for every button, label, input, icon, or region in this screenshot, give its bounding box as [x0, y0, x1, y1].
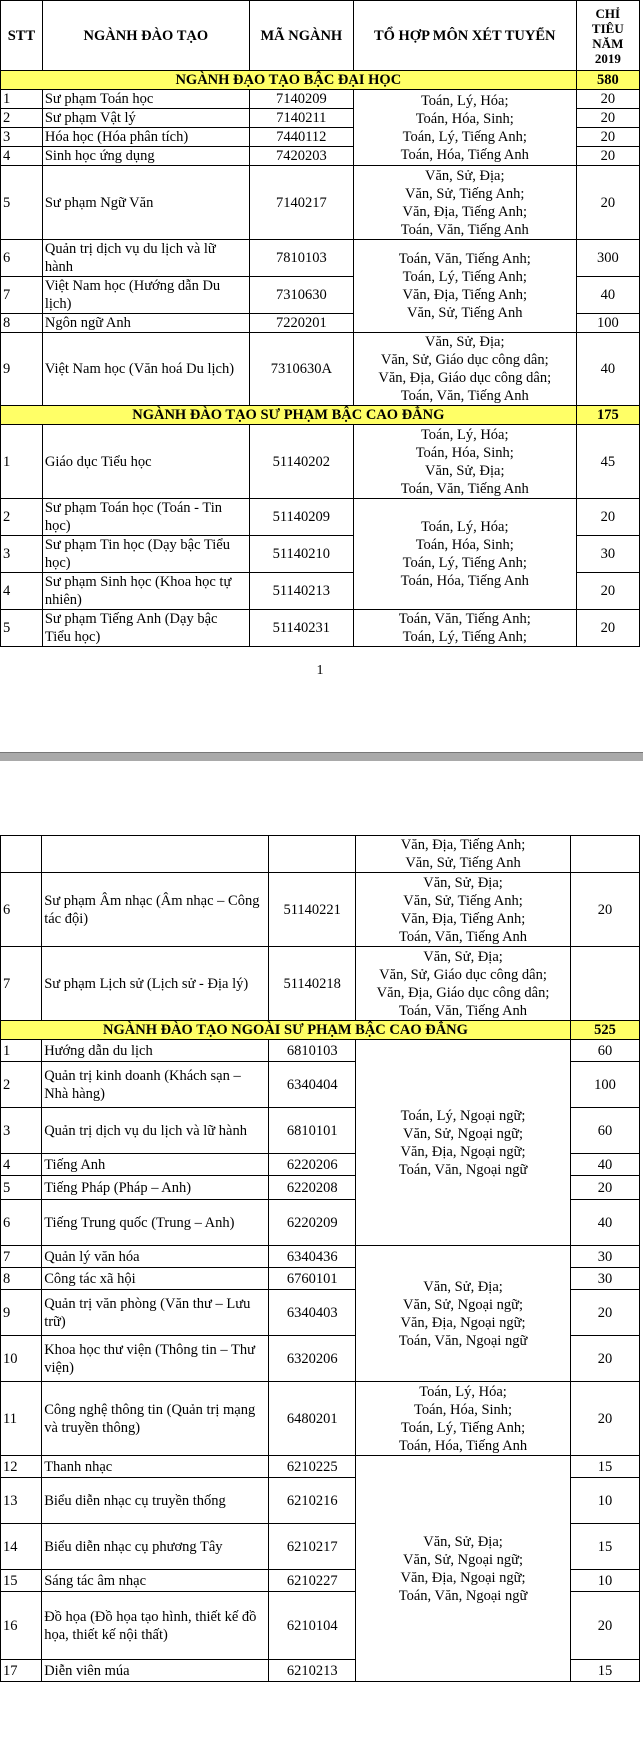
row-stt: 7: [1, 277, 43, 314]
subject-line: Văn, Địa, Giáo dục công dân;: [376, 984, 550, 1001]
row-quota: 15: [570, 1660, 639, 1682]
row-name: Quản trị dịch vụ du lịch và lữ hành: [42, 1108, 269, 1154]
table-row: [1, 333, 640, 406]
row-stt: 7: [1, 1246, 42, 1268]
row-name: Biểu diễn nhạc cụ truyền thống: [42, 1478, 269, 1524]
table-row: [1, 836, 640, 873]
row-name: Công tác xã hội: [42, 1268, 269, 1290]
row-stt: 10: [1, 1336, 42, 1382]
subject-line: Văn, Địa, Ngoại ngữ;: [400, 1314, 526, 1331]
row-name: Sư phạm Ngữ Văn: [42, 166, 249, 240]
subject-line: Toán, Hóa, Sinh;: [415, 537, 514, 553]
table-row: [1, 1382, 640, 1456]
row-code: 51140213: [249, 573, 353, 610]
subject-line: Toán, Văn, Tiếng Anh: [400, 388, 529, 404]
row-name: Việt Nam học (Văn hoá Du lịch): [42, 333, 249, 406]
row-code: 6220208: [269, 1176, 356, 1200]
row-stt: 1: [1, 90, 43, 109]
row-name: Khoa học thư viện (Thông tin – Thư viện): [42, 1336, 269, 1382]
row-name: Sư phạm Tiếng Anh (Dạy bậc Tiểu học): [42, 610, 249, 647]
row-code: 7140211: [249, 109, 353, 128]
row-quota: 20: [576, 573, 639, 610]
row-name: Hướng dẫn du lịch: [42, 1040, 269, 1062]
row-stt: [1, 836, 42, 873]
subject-group: [356, 1246, 571, 1382]
subject-line: Toán, Hóa, Tiếng Anh: [400, 573, 529, 589]
subject-group: [356, 836, 571, 873]
row-quota: 20: [570, 1592, 639, 1660]
row-name: Sư phạm Tin học (Dạy bậc Tiểu học): [42, 536, 249, 573]
subject-line: Văn, Sử, Địa;: [423, 1278, 503, 1295]
row-stt: 3: [1, 1108, 42, 1154]
subject-line: Toán, Lý, Tiếng Anh;: [402, 128, 527, 145]
row-stt: 11: [1, 1382, 42, 1456]
row-code: 7140209: [249, 90, 353, 109]
row-name: Sư phạm Sinh học (Khoa học tự nhiên): [42, 573, 249, 610]
subject-group: [353, 166, 576, 240]
row-code: 51140210: [249, 536, 353, 573]
row-stt: 5: [1, 1176, 42, 1200]
row-code: 6210217: [269, 1524, 356, 1570]
row-name: Hóa học (Hóa phân tích): [42, 128, 249, 147]
table-row: [1, 425, 640, 499]
admission-table-page2: [0, 835, 640, 1682]
row-stt: 8: [1, 314, 43, 333]
row-quota: 20: [570, 1290, 639, 1336]
row-code: 6210213: [269, 1660, 356, 1682]
row-quota: 15: [570, 1456, 639, 1478]
admission-table-page1: [0, 0, 640, 647]
row-quota: 30: [576, 536, 639, 573]
row-stt: 14: [1, 1524, 42, 1570]
table-row: [1, 1246, 640, 1268]
row-stt: 2: [1, 109, 43, 128]
subject-line: Văn, Sử, Địa;: [424, 462, 505, 479]
subject-group: [353, 240, 576, 333]
subject-line: Toán, Lý, Hóa;: [419, 1383, 507, 1400]
row-quota: 15: [570, 1524, 639, 1570]
row-quota: 60: [570, 1108, 639, 1154]
row-quota: 20: [576, 147, 639, 166]
row-quota: 20: [576, 109, 639, 128]
row-name: Quản trị kinh doanh (Khách sạn – Nhà hàng): [42, 1062, 269, 1108]
row-code: 6480201: [269, 1382, 356, 1456]
section-total-ngoai-su-pham: 525: [570, 1021, 639, 1040]
row-code: 51140202: [249, 425, 353, 499]
subject-line: Toán, Lý, Tiếng Anh;: [402, 629, 527, 645]
subject-line: Toán, Văn, Ngoại ngữ: [398, 1332, 528, 1349]
row-code: 7810103: [249, 240, 353, 277]
subject-line: Văn, Sử, Tiếng Anh: [407, 305, 523, 321]
table-row: [1, 90, 640, 109]
row-code: [269, 836, 356, 873]
row-code: 7310630A: [249, 333, 353, 406]
row-stt: 3: [1, 536, 43, 573]
row-code: 6760101: [269, 1268, 356, 1290]
row-quota: 20: [570, 1336, 639, 1382]
row-stt: 4: [1, 573, 43, 610]
subject-line: Toán, Văn, Tiếng Anh;: [398, 251, 531, 267]
subject-line: Toán, Văn, Tiếng Anh: [399, 928, 528, 945]
subject-line: Toán, Lý, Hóa;: [420, 92, 509, 109]
row-quota: 20: [576, 90, 639, 109]
row-quota: 20: [570, 1176, 639, 1200]
subject-group: [356, 1382, 571, 1456]
row-stt: 5: [1, 166, 43, 240]
row-quota: 40: [570, 1200, 639, 1246]
section-total-su-pham-cao-dang: 175: [576, 406, 639, 425]
subject-group: [353, 333, 576, 406]
subject-line: Văn, Địa, Tiếng Anh;: [400, 837, 526, 853]
row-name: Thanh nhạc: [42, 1456, 269, 1478]
subject-line: Văn, Địa, Giáo dục công dân;: [378, 370, 552, 386]
row-name: Công nghệ thông tin (Quản trị mạng và truyền thông): [42, 1382, 269, 1456]
row-quota: 20: [576, 499, 639, 536]
subject-line: Văn, Sử, Giáo dục công dân;: [379, 966, 547, 983]
row-name: Quản lý văn hóa: [42, 1246, 269, 1268]
row-quota: 45: [576, 425, 639, 499]
row-quota: [570, 947, 639, 1021]
subject-line: Toán, Lý, Hóa;: [420, 519, 509, 535]
section-title-dai-hoc: NGÀNH ĐẠO TẠO BẬC ĐẠI HỌC: [1, 71, 577, 90]
row-name: Sư phạm Âm nhạc (Âm nhạc – Công tác đội): [42, 873, 269, 947]
row-name: Diễn viên múa: [42, 1660, 269, 1682]
subject-line: Toán, Văn, Ngoại ngữ: [398, 1587, 528, 1604]
row-code: 7440112: [249, 128, 353, 147]
row-name: [42, 836, 269, 873]
subject-line: Toán, Hóa, Tiếng Anh: [400, 146, 529, 163]
row-quota: 20: [576, 610, 639, 647]
row-code: 6810101: [269, 1108, 356, 1154]
row-stt: 4: [1, 147, 43, 166]
subject-line: Văn, Sử, Tiếng Anh: [405, 855, 521, 871]
row-stt: 9: [1, 1290, 42, 1336]
row-code: 6210104: [269, 1592, 356, 1660]
row-code: 51140209: [249, 499, 353, 536]
row-stt: 2: [1, 499, 43, 536]
table-row: [1, 610, 640, 647]
row-stt: 6: [1, 873, 42, 947]
row-code: 6220206: [269, 1154, 356, 1176]
subject-line: Văn, Sử, Tiếng Anh;: [405, 185, 525, 202]
row-stt: 9: [1, 333, 43, 406]
row-quota: 20: [570, 1382, 639, 1456]
subject-line: Toán, Lý, Tiếng Anh;: [400, 1419, 526, 1436]
row-quota: 10: [570, 1570, 639, 1592]
row-quota: 30: [570, 1268, 639, 1290]
row-code: 6320206: [269, 1336, 356, 1382]
row-quota: 60: [570, 1040, 639, 1062]
subject-line: Toán, Văn, Ngoại ngữ: [398, 1161, 528, 1178]
row-name: Tiếng Anh: [42, 1154, 269, 1176]
subject-group: [353, 610, 576, 647]
header-stt: STT: [1, 1, 43, 71]
subject-line: Toán, Văn, Tiếng Anh: [400, 480, 529, 497]
row-quota: 40: [570, 1154, 639, 1176]
subject-group: [356, 873, 571, 947]
row-quota: 100: [576, 314, 639, 333]
subject-group: [353, 90, 576, 166]
subject-line: Văn, Địa, Tiếng Anh;: [402, 203, 527, 220]
row-stt: 3: [1, 128, 43, 147]
subject-line: Văn, Sử, Địa;: [424, 167, 505, 184]
row-stt: 13: [1, 1478, 42, 1524]
row-code: 51140221: [269, 873, 356, 947]
row-stt: 8: [1, 1268, 42, 1290]
page-number: 1: [316, 663, 324, 678]
row-stt: 4: [1, 1154, 42, 1176]
row-name: Tiếng Pháp (Pháp – Anh): [42, 1176, 269, 1200]
row-quota: 300: [576, 240, 639, 277]
row-code: 6210216: [269, 1478, 356, 1524]
subject-line: Văn, Địa, Tiếng Anh;: [402, 287, 527, 303]
row-code: 7220201: [249, 314, 353, 333]
row-name: Sư phạm Toán học: [42, 90, 249, 109]
subject-line: Văn, Sử, Ngoại ngữ;: [403, 1551, 524, 1568]
table-row: [1, 166, 640, 240]
subject-group: [356, 1456, 571, 1682]
subject-line: Văn, Địa, Tiếng Anh;: [400, 910, 526, 927]
section-title-su-pham-cao-dang: NGÀNH ĐÀO TẠO SƯ PHẠM BẬC CAO ĐẲNG: [1, 406, 577, 425]
subject-line: Văn, Sử, Địa;: [423, 948, 503, 965]
subject-line: Toán, Hóa, Sinh;: [415, 444, 514, 461]
table-row: [1, 499, 640, 536]
subject-group: [356, 947, 571, 1021]
row-name: Sư phạm Lịch sử (Lịch sử - Địa lý): [42, 947, 269, 1021]
row-name: Tiếng Trung quốc (Trung – Anh): [42, 1200, 269, 1246]
row-code: 7140217: [249, 166, 353, 240]
subject-line: Văn, Sử, Địa;: [424, 334, 505, 350]
row-stt: 12: [1, 1456, 42, 1478]
subject-line: Toán, Hóa, Tiếng Anh: [398, 1437, 528, 1454]
row-stt: 7: [1, 947, 42, 1021]
row-quota: 20: [576, 166, 639, 240]
row-stt: 1: [1, 425, 43, 499]
subject-line: Toán, Lý, Tiếng Anh;: [402, 269, 527, 285]
table-row: [1, 947, 640, 1021]
row-name: Đồ họa (Đồ họa tạo hình, thiết kế đồ họa, thiết kế nội thất): [42, 1592, 269, 1660]
subject-line: Văn, Sử, Tiếng Anh;: [403, 892, 523, 909]
row-code: 6340436: [269, 1246, 356, 1268]
header-ma-nganh: MÃ NGÀNH: [249, 1, 353, 71]
subject-group: [353, 499, 576, 610]
subject-line: Toán, Văn, Tiếng Anh: [400, 221, 529, 238]
section-title-ngoai-su-pham: NGÀNH ĐÀO TẠO NGOÀI SƯ PHẠM BẬC CAO ĐẲNG: [1, 1021, 571, 1040]
subject-line: Toán, Lý, Hóa;: [420, 426, 509, 443]
row-code: 7420203: [249, 147, 353, 166]
row-quota: 10: [570, 1478, 639, 1524]
page-divider: [0, 752, 643, 761]
subject-line: Toán, Văn, Tiếng Anh: [399, 1002, 528, 1019]
row-stt: 5: [1, 610, 43, 647]
row-stt: 17: [1, 1660, 42, 1682]
row-code: 51140218: [269, 947, 356, 1021]
row-quota: 40: [576, 277, 639, 314]
row-quota: 30: [570, 1246, 639, 1268]
row-code: 7310630: [249, 277, 353, 314]
table-row: [1, 873, 640, 947]
row-quota: 20: [576, 128, 639, 147]
row-stt: 2: [1, 1062, 42, 1108]
header-chi-tieu: CHỈ TIÊU NĂM 2019: [576, 1, 639, 71]
subject-line: Toán, Hóa, Sinh;: [414, 1401, 513, 1418]
table-row: [1, 1456, 640, 1478]
row-code: 51140231: [249, 610, 353, 647]
row-stt: 16: [1, 1592, 42, 1660]
row-stt: 15: [1, 1570, 42, 1592]
row-name: Sáng tác âm nhạc: [42, 1570, 269, 1592]
row-name: Quản trị dịch vụ du lịch và lữ hành: [42, 240, 249, 277]
row-quota: 100: [570, 1062, 639, 1108]
subject-group: [353, 425, 576, 499]
row-code: 6220209: [269, 1200, 356, 1246]
row-stt: 1: [1, 1040, 42, 1062]
row-name: Việt Nam học (Hướng dẫn Du lịch): [42, 277, 249, 314]
subject-line: Văn, Sử, Ngoại ngữ;: [403, 1296, 524, 1313]
table-row: [1, 1040, 640, 1062]
row-stt: 6: [1, 240, 43, 277]
row-name: Sư phạm Toán học (Toán - Tin học): [42, 499, 249, 536]
table-row: [1, 240, 640, 277]
row-code: 6810103: [269, 1040, 356, 1062]
subject-line: Văn, Địa, Ngoại ngữ;: [400, 1143, 526, 1160]
row-code: 6340404: [269, 1062, 356, 1108]
row-stt: 6: [1, 1200, 42, 1246]
subject-line: Văn, Địa, Ngoại ngữ;: [400, 1569, 526, 1586]
row-name: Ngôn ngữ Anh: [42, 314, 249, 333]
subject-line: Văn, Sử, Ngoại ngữ;: [403, 1125, 524, 1142]
row-code: 6210225: [269, 1456, 356, 1478]
subject-line: Văn, Sử, Địa;: [423, 874, 503, 891]
row-quota: 20: [570, 873, 639, 947]
subject-line: Toán, Lý, Ngoại ngữ;: [400, 1107, 526, 1124]
subject-line: Toán, Lý, Tiếng Anh;: [402, 555, 527, 571]
subject-group: [356, 1040, 571, 1246]
subject-line: Toán, Hóa, Sinh;: [415, 110, 514, 127]
section-total-dai-hoc: 580: [576, 71, 639, 90]
header-nganh: NGÀNH ĐÀO TẠO: [42, 1, 249, 71]
row-quota: 40: [576, 333, 639, 406]
row-name: Quản trị văn phòng (Văn thư – Lưu trữ): [42, 1290, 269, 1336]
row-name: Sư phạm Vật lý: [42, 109, 249, 128]
header-to-hop: TỔ HỢP MÔN XÉT TUYỂN: [353, 1, 576, 71]
subject-line: Văn, Sử, Giáo dục công dân;: [380, 352, 549, 368]
subject-line: Toán, Văn, Tiếng Anh;: [398, 611, 531, 627]
row-name: Biểu diễn nhạc cụ phương Tây: [42, 1524, 269, 1570]
row-name: Giáo dục Tiểu học: [42, 425, 249, 499]
subject-line: Văn, Sử, Địa;: [423, 1533, 503, 1550]
row-name: Sinh học ứng dụng: [42, 147, 249, 166]
row-quota: [570, 836, 639, 873]
row-code: 6340403: [269, 1290, 356, 1336]
row-code: 6210227: [269, 1570, 356, 1592]
